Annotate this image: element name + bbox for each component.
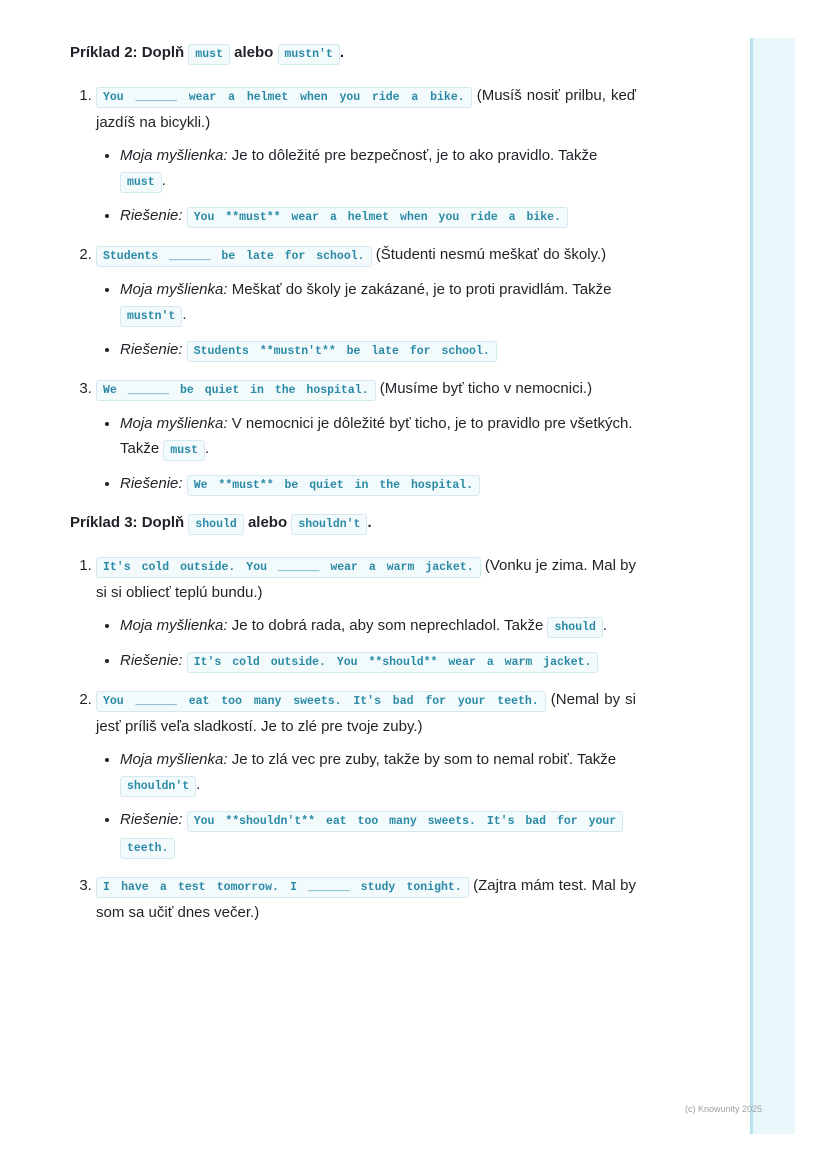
- document-content: [70, 40, 636, 937]
- exercise-section-3: [70, 510, 636, 925]
- option-a-code: must: [188, 44, 230, 65]
- sentence-code: It's cold outside. You ______ wear a warm jacket.: [96, 557, 481, 578]
- solution-code: You **shouldn't** eat too many sweets. It's bad for your teeth.: [120, 811, 623, 859]
- exercise-section-2: [70, 40, 636, 498]
- exercise-item: [96, 687, 636, 861]
- exercise-item: [96, 376, 636, 498]
- translation: (Musíme byť ticho v nemocnici.): [379, 380, 593, 397]
- thought-end: .: [182, 306, 187, 323]
- thought-note: [120, 613, 636, 640]
- solution-code: We **must** be quiet in the hospital.: [187, 475, 480, 496]
- heading-suffix: .: [339, 44, 344, 61]
- exercise-item: [96, 873, 636, 925]
- thought-text: Je to dobrá rada, aby som neprechladol. Takže: [231, 617, 544, 634]
- notes-list: [96, 747, 636, 861]
- exercise-list: [70, 83, 636, 498]
- thought-label: Moja myšlienka:: [120, 281, 228, 298]
- option-b-code: shouldn't: [291, 514, 367, 535]
- heading-connector: alebo: [234, 44, 274, 61]
- thought-end: .: [204, 440, 210, 457]
- sentence-code: Students ______ be late for school.: [96, 246, 372, 267]
- notes-list: [96, 411, 636, 498]
- heading-prefix: Príklad 3: Doplň: [70, 514, 185, 531]
- solution-label: Riešenie:: [120, 811, 183, 828]
- translation: (Študenti nesmú meškať do školy.): [375, 246, 607, 263]
- footer-copyright: (c) Knowunity 2025: [685, 1104, 763, 1114]
- thought-end: .: [161, 172, 166, 189]
- option-a-code: should: [188, 514, 243, 535]
- question: [96, 83, 636, 135]
- notes-list: [96, 613, 636, 675]
- thought-text: Je to dôležité pre bezpečnosť, je to ako pravidlo. Takže: [231, 147, 598, 164]
- thought-end: .: [602, 617, 608, 634]
- sentence-code: I have a test tomorrow. I ______ study tonight.: [96, 877, 469, 898]
- section-heading: [70, 510, 636, 537]
- solution-label: Riešenie:: [120, 207, 183, 224]
- option-b-code: mustn't: [278, 44, 340, 65]
- thought-text: V nemocnici je dôležité byť ticho, je to pravidlo pre všetkých. Takže: [120, 415, 633, 457]
- solution-note: [120, 471, 636, 498]
- thought-answer: mustn't: [120, 306, 182, 327]
- solution-note: [120, 203, 636, 230]
- heading-suffix: .: [367, 514, 372, 531]
- translation: (Zajtra mám test. Mal by som sa učiť dnes večer.): [96, 877, 636, 921]
- solution-code: You **must** wear a helmet when you ride a bike.: [187, 207, 568, 228]
- translation: (Nemal by si jesť príliš veľa sladkostí. Je to zlé pre tvoje zuby.): [96, 691, 636, 735]
- side-panel: [750, 38, 795, 1134]
- thought-note: [120, 277, 636, 329]
- exercise-item: [96, 83, 636, 230]
- exercise-item: [96, 242, 636, 364]
- thought-answer: must: [163, 440, 205, 461]
- sentence-code: You ______ eat too many sweets. It's bad for your teeth.: [96, 691, 546, 712]
- heading-connector: alebo: [247, 514, 288, 531]
- sentence-code: We ______ be quiet in the hospital.: [96, 380, 376, 401]
- solution-label: Riešenie:: [120, 475, 183, 492]
- exercise-list: [70, 553, 636, 925]
- exercise-item: [96, 553, 636, 675]
- thought-text: Je to zlá vec pre zuby, takže by som to nemal robiť. Takže: [231, 751, 617, 768]
- thought-note: [120, 747, 636, 799]
- solution-code: It's cold outside. You **should** wear a warm jacket.: [187, 652, 599, 673]
- thought-text: Meškať do školy je zakázané, je to proti pravidlám. Takže: [231, 281, 612, 298]
- section-heading: [70, 40, 636, 67]
- solution-note: [120, 807, 636, 861]
- solution-note: [120, 648, 636, 675]
- sentence-code: You ______ wear a helmet when you ride a bike.: [96, 87, 472, 108]
- thought-label: Moja myšlienka:: [120, 617, 228, 634]
- question: [96, 242, 636, 269]
- solution-label: Riešenie:: [120, 341, 183, 358]
- thought-answer: should: [547, 617, 602, 638]
- thought-label: Moja myšlienka:: [120, 147, 228, 164]
- thought-label: Moja myšlienka:: [120, 751, 228, 768]
- solution-note: [120, 337, 636, 364]
- question: [96, 687, 636, 739]
- thought-answer: must: [120, 172, 162, 193]
- translation: (Vonku je zima. Mal by si si obliecť teplú bundu.): [96, 557, 637, 601]
- solution-label: Riešenie:: [120, 652, 183, 669]
- thought-end: .: [196, 776, 201, 793]
- question: [96, 553, 636, 605]
- thought-note: [120, 143, 636, 195]
- question: [96, 376, 636, 403]
- heading-prefix: Príklad 2: Doplň: [70, 44, 185, 61]
- translation: (Musíš nosiť prilbu, keď jazdíš na bicykli.): [96, 87, 637, 131]
- thought-answer: shouldn't: [120, 776, 196, 797]
- notes-list: [96, 277, 636, 364]
- notes-list: [96, 143, 636, 230]
- question: [96, 873, 636, 925]
- thought-note: [120, 411, 636, 463]
- solution-code: Students **mustn't** be late for school.: [187, 341, 497, 362]
- thought-label: Moja myšlienka:: [120, 415, 228, 432]
